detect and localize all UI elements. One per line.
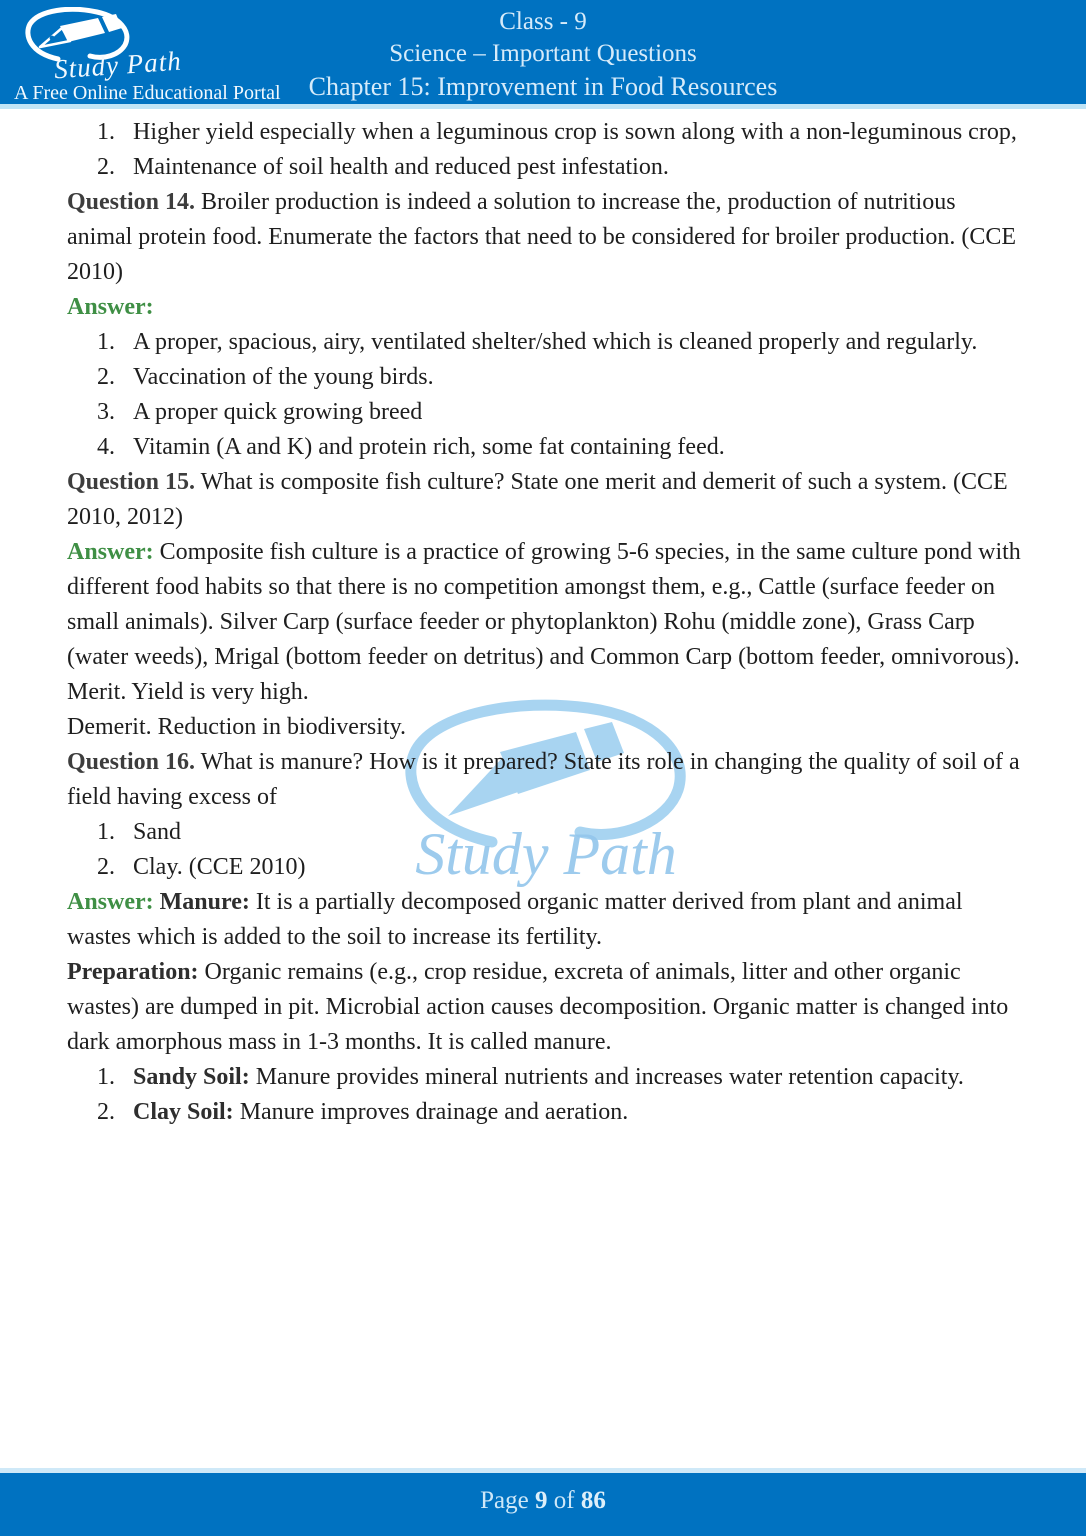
question-text: Broiler production is indeed a solution to increase the, production of nutritious animal protein food. Enumerate the factors that need to be considered for broiler production. (CCE 2010) bbox=[67, 189, 1017, 285]
answer-14-label-paragraph bbox=[67, 290, 1024, 325]
list-item bbox=[67, 115, 1024, 150]
list-item bbox=[67, 360, 1024, 395]
soil-type-label: Sandy Soil: bbox=[133, 1064, 250, 1090]
preparation-label: Preparation: bbox=[67, 959, 199, 985]
question-text: What is composite fish culture? State one merit and demerit of such a system. (CCE 2010, 2012) bbox=[67, 469, 1008, 530]
answer-14-list bbox=[67, 325, 1024, 465]
list-item bbox=[67, 850, 1024, 885]
answer-text: Composite fish culture is a practice of growing 5-6 species, in the same culture pond with different food habits so that there is no competition amongst them, e.g., Cattle (surface feeder on small animals). Silver Carp (surface feeder or phytoplankton) Rohu (middle zone), Grass Carp (water weeds), Mrigal (bottom feeder on detritus) and Common Carp (bottom feeder, omnivorous). bbox=[67, 539, 1021, 670]
answer-label: Answer: bbox=[67, 889, 154, 915]
question-text: What is manure? How is it prepared? State its role in changing the quality of soil of a field having excess of bbox=[67, 749, 1020, 810]
preparation-paragraph bbox=[67, 955, 1024, 1060]
list-item bbox=[67, 150, 1024, 185]
item-number: 1. bbox=[97, 329, 115, 355]
item-text: Higher yield especially when a leguminous crop is sown along with a non-leguminous crop, bbox=[133, 119, 1017, 145]
question-label: Question 16. bbox=[67, 749, 196, 775]
preparation-text: Organic remains (e.g., crop residue, excreta of animals, litter and other organic wastes) are dumped in pit. Microbial action causes decomposition. Organic matter is changed into dark amorphous mass in 1-3 months. It is called manure. bbox=[67, 959, 1009, 1055]
list-item bbox=[67, 815, 1024, 850]
header-chapter-line: Chapter 15: Improvement in Food Resources bbox=[308, 72, 778, 101]
logo-brand-text: Study Path bbox=[53, 45, 183, 85]
question-16-paragraph bbox=[67, 745, 1024, 815]
merit-line: Merit. Yield is very high. bbox=[67, 679, 309, 705]
document-content bbox=[0, 109, 1086, 1130]
item-text: Maintenance of soil health and reduced pest infestation. bbox=[133, 154, 669, 180]
item-text: Clay. (CCE 2010) bbox=[133, 854, 306, 880]
list-item bbox=[67, 430, 1024, 465]
total-pages: 86 bbox=[580, 1487, 606, 1514]
item-text: Vaccination of the young birds. bbox=[133, 364, 434, 390]
logo-tagline-text: A Free Online Educational Portal bbox=[14, 82, 281, 104]
list-item bbox=[67, 325, 1024, 360]
question-15-paragraph bbox=[67, 465, 1024, 535]
item-number: 2. bbox=[97, 854, 115, 880]
soil-type-text: Manure improves drainage and aeration. bbox=[233, 1099, 629, 1125]
of-label: of bbox=[553, 1487, 575, 1514]
item-number: 3. bbox=[97, 399, 115, 425]
item-number: 4. bbox=[97, 434, 115, 460]
question-14-paragraph bbox=[67, 185, 1024, 290]
manure-label: Manure: bbox=[153, 889, 250, 915]
list-item bbox=[67, 1095, 1024, 1130]
soil-list bbox=[67, 1060, 1024, 1130]
intro-list bbox=[67, 115, 1024, 185]
item-number: 2. bbox=[97, 1099, 115, 1125]
soil-type-text: Manure provides mineral nutrients and increases water retention capacity. bbox=[249, 1064, 964, 1090]
item-number: 2. bbox=[97, 154, 115, 180]
list-item bbox=[67, 395, 1024, 430]
demerit-line: Demerit. Reduction in biodiversity. bbox=[67, 714, 407, 740]
answer-label: Answer: bbox=[67, 294, 154, 320]
manure-text: It is a partially decomposed organic matter derived from plant and animal wastes which is added to the soil to increase its fertility. bbox=[67, 889, 963, 950]
item-text: A proper, spacious, airy, ventilated shelter/shed which is cleaned properly and regularly. bbox=[133, 329, 978, 355]
answer-15-paragraph bbox=[67, 535, 1024, 675]
header-subject-line: Science – Important Questions bbox=[389, 40, 697, 67]
answer-label: Answer: bbox=[67, 539, 154, 565]
soil-type-label: Clay Soil: bbox=[133, 1099, 234, 1125]
item-number: 1. bbox=[97, 1064, 115, 1090]
watermark-brand-text: Study Path bbox=[415, 821, 677, 887]
header-titles bbox=[0, 6, 1086, 104]
question-16-list bbox=[67, 815, 1024, 885]
item-text bbox=[133, 1060, 1024, 1095]
list-item bbox=[67, 1060, 1024, 1095]
item-number: 1. bbox=[97, 819, 115, 845]
page-footer bbox=[0, 1468, 1086, 1536]
item-text: Sand bbox=[133, 819, 181, 845]
question-label: Question 15. bbox=[67, 469, 196, 495]
item-text: Vitamin (A and K) and protein rich, some fat containing feed. bbox=[133, 434, 725, 460]
item-text bbox=[133, 1095, 1024, 1130]
header-class-line: Class - 9 bbox=[499, 8, 587, 35]
item-text: A proper quick growing breed bbox=[133, 399, 423, 425]
page-label: Page bbox=[480, 1487, 529, 1514]
item-number: 1. bbox=[97, 119, 115, 145]
page-header bbox=[0, 0, 1086, 109]
answer-16-paragraph bbox=[67, 885, 1024, 955]
question-label: Question 14. bbox=[67, 189, 196, 215]
item-number: 2. bbox=[97, 364, 115, 390]
page-number: 9 bbox=[535, 1487, 548, 1514]
